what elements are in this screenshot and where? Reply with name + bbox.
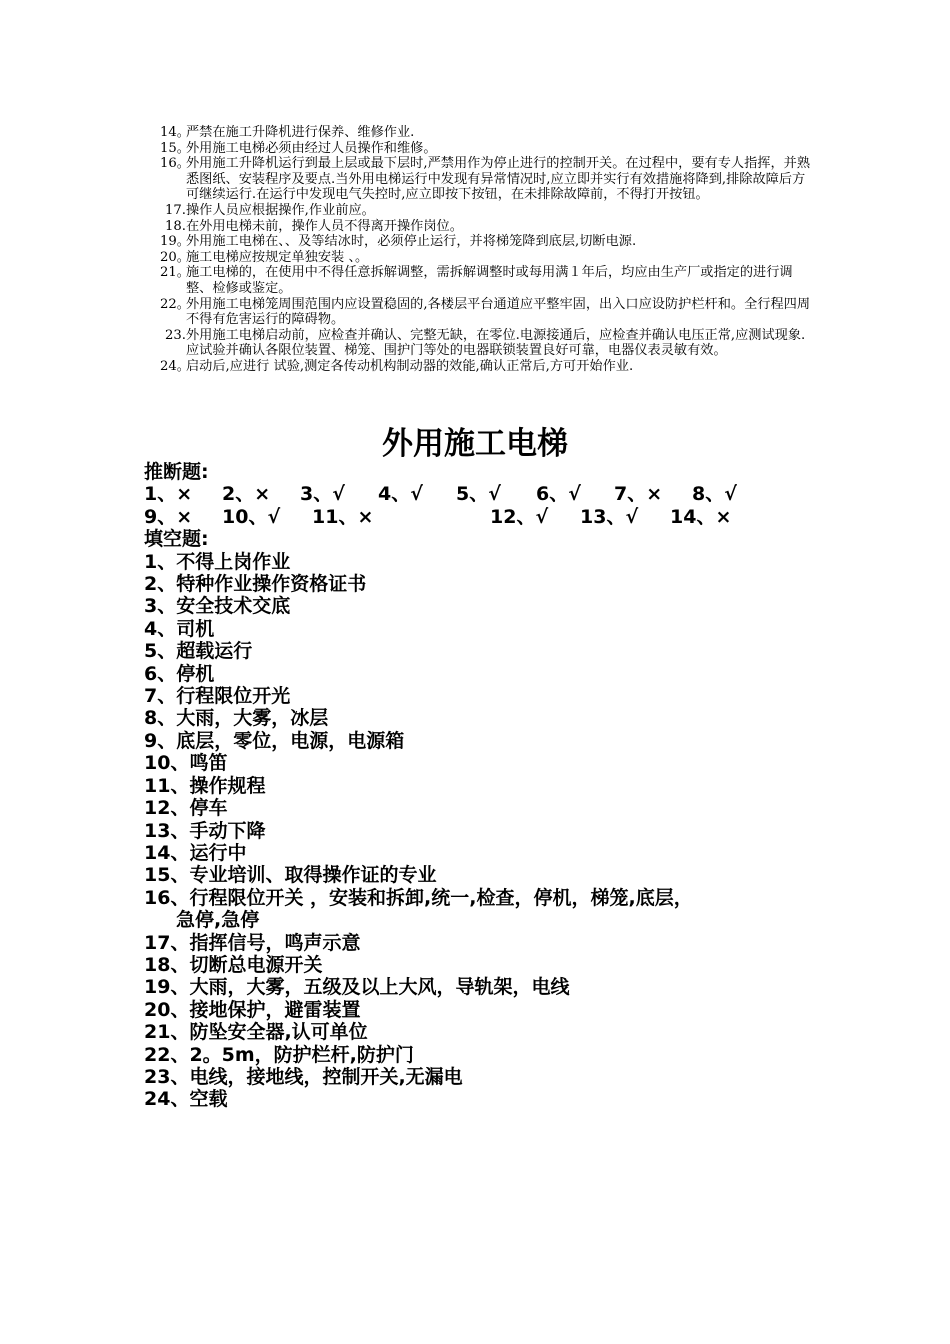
fill-answer: 19、大雨，大雾，五级及以上大风，导轨架，电线 [144,976,570,999]
rule-item [160,203,810,219]
rule-text: 外用施工升降机运行到最上层或最下层时,严禁用作为停止进行的控制开关。在过程中，要有专人指挥，并熟悉图纸、安装程序及要点.当外用电梯运行中发现有异常情况时,应立即并实行有效措施将降到,排除故障后方可继续运行.在运行中发现电气失控时,应立即按下按钮，在未排除故障前，不得打开按钮。 [186,156,811,203]
judgment-answer: 7、× [614,483,663,506]
fill-answer: 15、专业培训、取得操作证的专业 [144,864,437,887]
rules-list [160,125,810,375]
rule-number: 24。 [160,358,190,374]
rule-text: 外用施工电梯笼周围范围内应设置稳固的,各楼层平台通道应平整牢固，出入口应设防护栏杆和。全行程四周不得有危害运行的障碍物。 [186,296,811,328]
rule-text: 施工电梯的，在使用中不得任意拆解调整，需拆解调整时或每用满１年后，均应由生产厂或指定的进行调整、检修或鉴定。 [186,265,793,296]
fill-answer-text: 16、行程限位开关 ，安装和拆卸,统一,检查，停机，梯笼,底层， [144,886,693,909]
fill-answer: 10、鸣笛 [144,752,228,775]
rule-number: 16。 [160,156,190,172]
fill-answer-continuation: 急停,急停 [176,909,260,932]
fill-answer: 7、行程限位开光 [144,685,291,708]
fill-answer: 8、大雨，大雾，冰层 [144,707,329,730]
rule-number: 17. [165,202,186,218]
fill-answer-list [144,551,824,1111]
fill-answer: 11、操作规程 [144,774,266,797]
rule-item [160,156,810,203]
rule-item [160,234,810,250]
fill-answer: 12、停车 [144,797,228,820]
judgment-answer: 8、√ [692,483,737,506]
rule-item [160,125,810,141]
rule-text: 严禁在施工升降机进行保养、维修作业. [186,125,415,140]
rule-item [160,250,810,266]
judgment-answer: 13、√ [580,505,639,528]
judgment-answer: 1、× [144,483,193,506]
fill-answer: 2、特种作业操作资格证书 [144,573,367,596]
fill-answer: 6、停机 [144,662,215,685]
judgment-answer: 9、× [144,505,193,528]
fill-answer: 24、空载 [144,1088,228,1111]
rule-number: 23. [165,327,186,343]
judgment-row [144,483,824,505]
fill-answer: 3、安全技术交底 [144,595,291,618]
rule-text: 外用施工电梯必须由经过人员操作和维修。 [186,140,437,156]
judgment-answer: 6、√ [536,483,581,506]
fill-answer: 22、2。5m，防护栏杆,防护门 [144,1043,414,1066]
judgment-answer: 4、√ [378,483,423,506]
rule-number: 15。 [160,140,190,156]
fill-answer: 5、超载运行 [144,640,253,663]
fill-answer [144,887,824,932]
rule-text: 操作人员应根据操作,作业前应。 [186,202,375,218]
rule-item [160,297,810,328]
judgment-answer: 12、√ [490,505,549,528]
judgment-answer: 11、× [312,505,374,528]
fill-answer: 23、电线，接地线，控制开关,无漏电 [144,1065,463,1088]
rule-item [160,359,810,375]
rule-text: 启动后,应进行 试验,测定各传动机构制动器的效能,确认正常后,方可开始作业. [186,358,634,374]
rule-number: 19。 [160,234,190,250]
fill-answer: 18、切断总电源开关 [144,953,323,976]
rule-text: 外用施工电梯在、、及等结冰时，必须停止运行，并将梯笼降到底层,切断电源. [186,234,637,250]
fill-answer: 20、接地保护，避雷装置 [144,998,361,1021]
fill-answer: 17、指挥信号，鸣声示意 [144,931,361,954]
fill-answer: 9、底层，零位，电源，电源箱 [144,729,405,752]
rule-item [160,265,810,296]
rule-number: 22。 [160,296,190,312]
answer-key [144,461,824,1111]
rule-item [160,141,810,157]
fill-answer: 13、手动下降 [144,819,266,842]
rule-number: 20。 [160,249,190,265]
judgment-answer: 2、× [222,483,271,506]
rule-text: 外用施工电梯启动前，应检查并确认、完整无缺，在零位.电源接通后，应检查并确认电压正常,应测试现象.应试验并确认各限位装置、梯笼、围护门等处的电器联锁装置良好可靠，电器仪表灵敏有效。 [186,327,806,359]
judgment-section-label: 推断题: [144,461,209,483]
rule-number: 14。 [160,125,190,140]
fill-answer: 21、防坠安全器,认可单位 [144,1021,368,1044]
fill-answer: 1、不得上岗作业 [144,550,291,573]
page-title: 外用施工电梯 [382,426,568,462]
judgment-row [144,506,824,528]
judgment-answer: 5、√ [456,483,501,506]
rule-text: 施工电梯应按规定单独安装 、。 [186,249,369,265]
fill-answer: 14、运行中 [144,841,247,864]
judgment-answer: 14、× [670,505,732,528]
fill-answer: 4、司机 [144,617,215,640]
fill-section-label: 填空题: [144,528,209,551]
judgment-answer: 10、√ [222,505,281,528]
rule-item [160,328,810,359]
rule-item [160,219,810,235]
rule-number: 21。 [160,265,190,281]
judgment-answer: 3、√ [300,483,345,506]
rule-number: 18. [165,218,186,234]
rule-text: 在外用电梯未前，操作人员不得离开操作岗位。 [186,218,463,234]
